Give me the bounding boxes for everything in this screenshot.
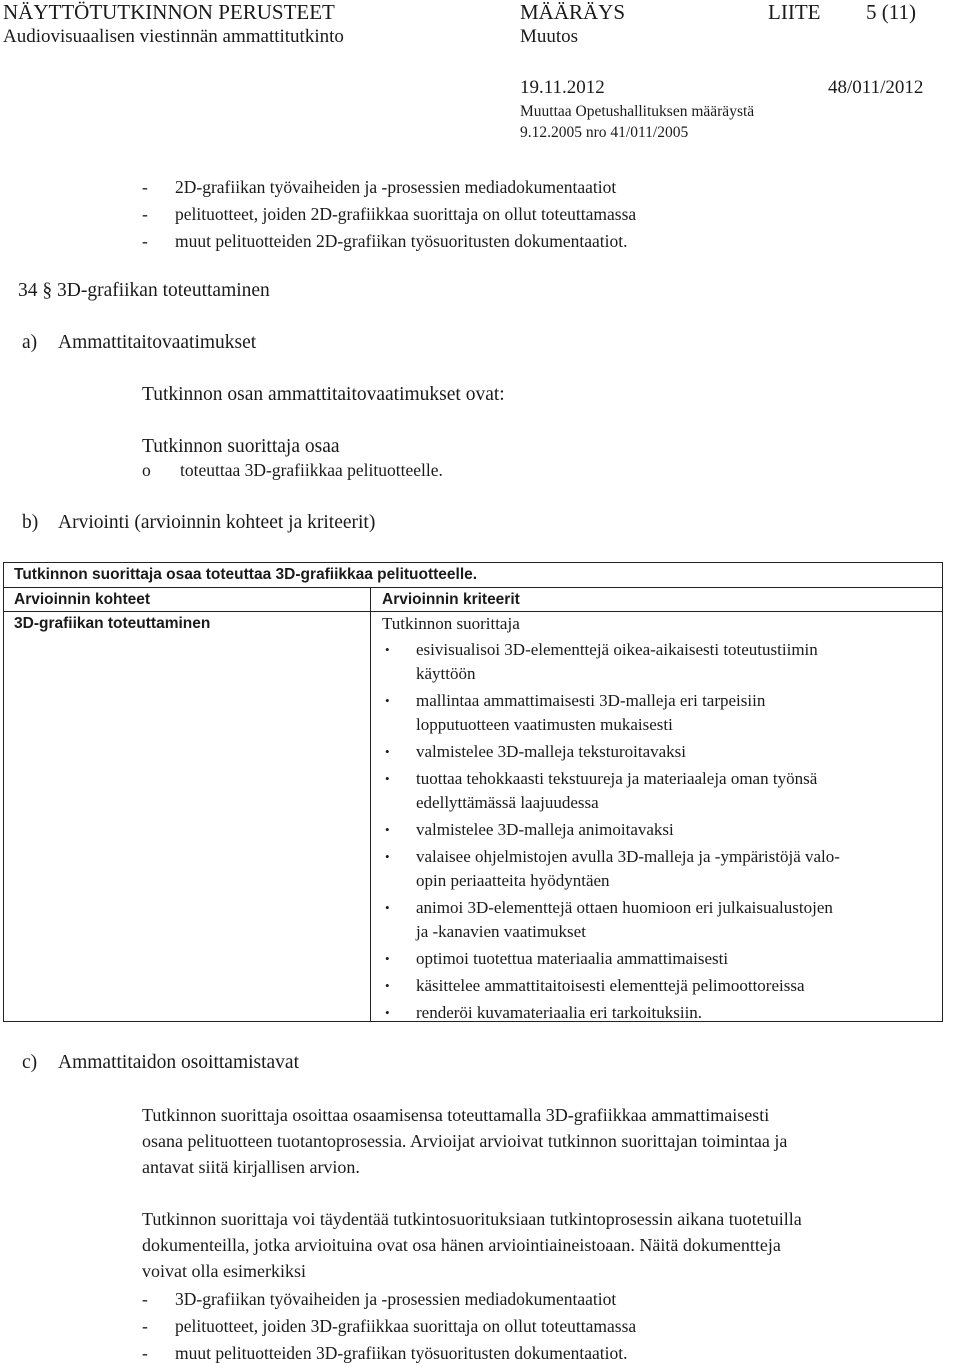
list-item-text: 2D-grafiikan työvaiheiden ja -prosessien mediadokumentaatiot [175, 177, 617, 197]
performer-can: Tutkinnon suorittaja osaa [142, 436, 340, 457]
table-divider [4, 611, 942, 612]
criteria-line: opin periaatteita hyödyntäen [416, 871, 610, 890]
bullet-marker: • [385, 978, 390, 993]
dash-marker: - [142, 1343, 148, 1363]
criteria-item [379, 740, 939, 764]
paragraph-line: osana pelituotteen tuotantoprosessia. Arvioijat arvioivat tutkinnon suorittajan toimintaa ja [142, 1131, 788, 1151]
paragraph-line: Tutkinnon suorittaja voi täydentää tutkintosuorituksiaan tutkintoprosessin aikana tuotetuilla [142, 1209, 802, 1229]
list-item-text: muut pelituotteiden 3D-grafiikan työsuoritusten dokumentaatiot. [175, 1343, 628, 1363]
paragraph-line: dokumenteilla, jotka arvioituina ovat osa hänen arviointiaineistoaan. Näitä dokumentteja [142, 1235, 781, 1255]
criteria-item [379, 767, 939, 815]
qualification-name: Audiovisuaalisen viestinnän ammattitutkinto [3, 26, 344, 47]
criteria-item [379, 818, 939, 842]
subsection-c-label: c) [22, 1052, 38, 1073]
criteria-line: lopputuotteen vaatimusten mukaisesti [416, 715, 673, 734]
dash-marker: - [142, 1289, 148, 1309]
bullet-marker: • [385, 1005, 390, 1020]
criteria-list [379, 638, 939, 1028]
document-number: 48/011/2012 [828, 77, 924, 98]
document-status: Muutos [520, 26, 579, 47]
bullet-marker: • [385, 771, 390, 786]
document-title: NÄYTTÖTUTKINNON PERUSTEET [3, 0, 335, 24]
bullet-marker: • [385, 951, 390, 966]
list-item-text: pelituotteet, joiden 2D-grafiikkaa suorittaja on ollut toteuttamassa [175, 204, 637, 224]
demonstration-paragraph-2 [142, 1206, 957, 1284]
amends-line-1: Muuttaa Opetushallituksen määräystä [520, 103, 755, 120]
list-item-text: 3D-grafiikan työvaiheiden ja -prosessien mediadokumentaatiot [175, 1289, 617, 1309]
criteria-line: käyttöön [416, 664, 476, 683]
criteria-line: animoi 3D-elementtejä ottaen huomioon eri julkaisualustojen [416, 898, 833, 917]
section-heading: 34 § 3D-grafiikan toteuttaminen [18, 280, 270, 301]
bullet-marker: • [385, 900, 390, 915]
criteria-line: valmistelee 3D-malleja animoitavaksi [416, 820, 674, 839]
subsection-a-label: a) [22, 332, 38, 353]
criteria-item [379, 896, 939, 944]
criteria-line: käsittelee ammattitaitoisesti elementtejä pelimoottoreissa [416, 976, 805, 995]
dash-marker: - [142, 177, 148, 197]
paragraph-line: antavat siitä kirjallisen arvion. [142, 1157, 360, 1177]
table-caption: Tutkinnon suorittaja osaa toteuttaa 3D-grafiikkaa pelituotteelle. [14, 566, 478, 583]
paragraph-line: voivat olla esimerkiksi [142, 1261, 306, 1281]
circle-bullet: o [142, 460, 151, 480]
criteria-line: esivisualisoi 3D-elementtejä oikea-aikaisesti toteutustiimin [416, 640, 818, 659]
criteria-line: optimoi tuotettua materiaalia ammattimaisesti [416, 949, 729, 968]
document-type: MÄÄRÄYS [520, 0, 626, 24]
criteria-line: tuottaa tehokkaasti tekstuureja ja materiaaleja oman työnsä [416, 769, 818, 788]
criteria-intro: Tutkinnon suorittaja [382, 614, 520, 633]
criteria-item [379, 947, 939, 971]
list-item-text: muut pelituotteiden 2D-grafiikan työsuoritusten dokumentaatiot. [175, 231, 628, 251]
table-divider [4, 587, 942, 588]
subsection-b-title: Arviointi (arvioinnin kohteet ja kriteerit) [58, 512, 376, 533]
page-number: 5 (11) [866, 0, 916, 24]
criteria-line: mallintaa ammattimaisesti 3D-malleja eri tarpeisiin [416, 691, 766, 710]
subsection-a-title: Ammattitaitovaatimukset [58, 332, 257, 353]
appendix-label: LIITE [768, 0, 821, 24]
dash-marker: - [142, 204, 148, 224]
dash-marker: - [142, 231, 148, 251]
amends-line-2: 9.12.2005 nro 41/011/2005 [520, 124, 689, 141]
bullet-marker: • [385, 693, 390, 708]
criteria-line: valmistelee 3D-malleja teksturoitavaksi [416, 742, 687, 761]
table-column-divider [370, 588, 371, 1021]
criteria-line: edellyttämässä laajuudessa [416, 793, 599, 812]
skill-item: toteuttaa 3D-grafiikkaa pelituotteelle. [180, 460, 443, 480]
criteria-line: ja -kanavien vaatimukset [416, 922, 586, 941]
criteria-line: valaisee ohjelmistojen avulla 3D-malleja ja -ympäristöjä valo- [416, 847, 840, 866]
column-header-targets: Arvioinnin kohteet [14, 591, 151, 608]
criteria-item [379, 638, 939, 686]
assessment-target: 3D-grafiikan toteuttaminen [14, 615, 211, 632]
criteria-item [379, 974, 939, 998]
list-item-text: pelituotteet, joiden 3D-grafiikkaa suorittaja on ollut toteuttamassa [175, 1316, 637, 1336]
subsection-c-title: Ammattitaidon osoittamistavat [58, 1052, 300, 1073]
criteria-item [379, 689, 939, 737]
dash-marker: - [142, 1316, 148, 1336]
document-date: 19.11.2012 [520, 77, 605, 98]
criteria-item [379, 845, 939, 893]
requirements-intro: Tutkinnon osan ammattitaitovaatimukset ovat: [142, 384, 505, 405]
subsection-b-label: b) [22, 512, 39, 533]
criteria-line: renderöi kuvamateriaalia eri tarkoituksiin. [416, 1003, 703, 1022]
bullet-marker: • [385, 744, 390, 759]
demonstration-paragraph-1 [142, 1102, 957, 1180]
paragraph-line: Tutkinnon suorittaja osoittaa osaamisensa toteuttamalla 3D-grafiikkaa ammattimaisesti [142, 1105, 770, 1125]
bullet-marker: • [385, 849, 390, 864]
assessment-table [3, 562, 943, 1022]
column-header-criteria: Arvioinnin kriteerit [382, 591, 520, 608]
bullet-marker: • [385, 822, 390, 837]
bullet-marker: • [385, 642, 390, 657]
criteria-item [379, 1001, 939, 1025]
